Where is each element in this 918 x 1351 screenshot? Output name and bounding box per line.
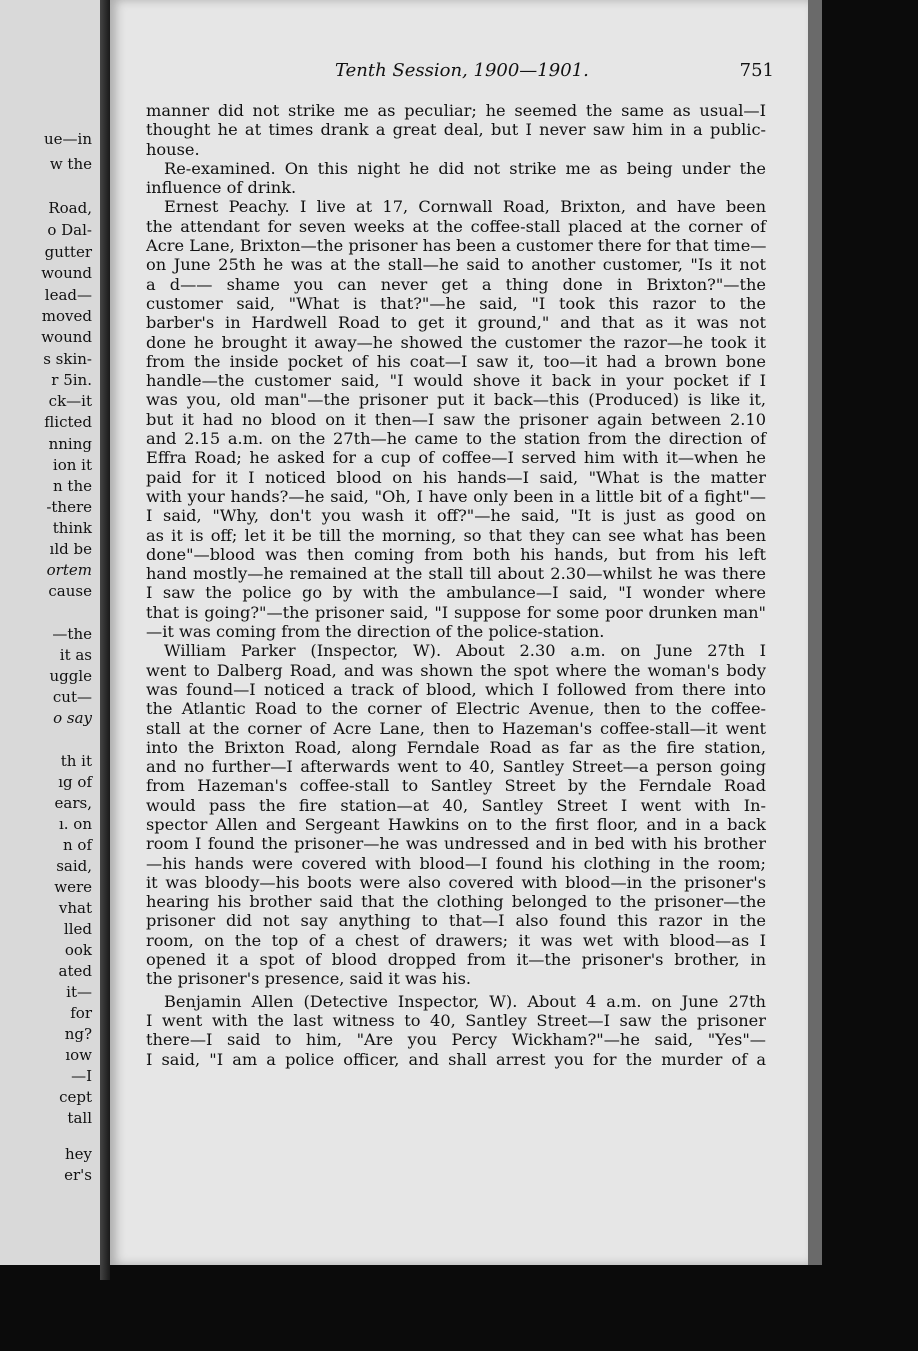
page-edge [808,0,822,1265]
left-page-line: think [52,519,92,537]
left-page-line: lead— [44,286,92,304]
left-page-line: were [54,878,92,896]
left-page-line: ı. on [58,815,92,833]
left-page-line: hey [64,1145,92,1163]
left-page-line: er's [64,1166,92,1184]
left-page-line: ue—in [44,130,92,148]
text-line: paid for it I noticed blood on his hands—I said, "What is the matter [146,467,766,487]
left-page-line: cut— [52,688,92,706]
text-line: Acre Lane, Brixton—the prisoner has been a customer there for that time— [146,236,767,256]
text-line: from Hazeman's coffee-stall to Santley Street by the Ferndale Road [146,776,766,796]
left-page-line: ng? [64,1025,92,1043]
left-page-line: it as [59,646,92,664]
left-page-line: ıow [65,1046,92,1064]
left-page-line: Road, [48,199,92,217]
left-facing-page [0,0,102,1265]
text-line: the Atlantic Road to the corner of Electric Avenue, then to the coffee- [146,699,766,719]
text-line: handle—the customer said, "I would shove it back in your pocket if I [146,371,766,391]
text-line: the attendant for seven weeks at the coffee-stall placed at the corner of [146,216,766,236]
text-line: done he brought it away—he showed the customer the razor—he took it [146,332,766,352]
text-line: Ernest Peachy. I live at 17, Cornwall Road, Brixton, and have been [164,197,766,217]
text-line: house. [146,139,200,159]
text-line: went to Dalberg Road, and was shown the spot where the woman's body [146,660,766,680]
left-page-line: wound [41,264,92,282]
left-page-line: lled [63,920,92,938]
left-page-line: —I [71,1067,92,1085]
text-line: it was bloody—his boots were also covered with blood—in the prisoner's [146,872,766,892]
left-page-line: o Dal- [47,221,92,239]
text-line: that is going?"—the prisoner said, "I suppose for some poor drunken man" [146,602,766,622]
text-line: room I found the prisoner—he was undressed and in bed with his brother [146,834,766,854]
text-line: spector Allen and Sergeant Hawkins on to the first floor, and in a back [146,814,766,834]
text-line: with your hands?—he said, "Oh, I have only been in a little bit of a fight"— [146,486,766,506]
text-line: the prisoner's presence, said it was his. [146,969,472,989]
text-line: as it is off; let it be till the morning, so that they can see what has been [146,525,766,545]
left-page-line: moved [41,307,92,325]
left-page-line: vhat [58,899,92,917]
running-title: Tenth Session, 1900—1901. [335,60,589,81]
text-line: I said, "Why, don't you wash it off?"—he said, "It is just as good on [146,506,766,526]
text-line: was you, old man"—the prisoner put it back—this (Produced) is like it, [146,390,766,410]
left-page-line: gutter [44,243,92,261]
left-page-line: ated [58,962,92,980]
left-page-line: wound [41,328,92,346]
left-page-line: —the [52,625,92,643]
left-page-line: s skin- [43,350,92,368]
left-page-line: ıg of [58,773,92,791]
text-line: into the Brixton Road, along Ferndale Road as far as the fire station, [146,737,766,757]
body-text [146,101,766,1069]
left-page-line: ion it [52,456,92,474]
text-line: —it was coming from the direction of the police-station. [146,622,605,642]
text-line: Re-examined. On this night he did not strike me as being under the [164,158,766,178]
page-number: 751 [739,60,774,81]
left-page-line: uggle [49,667,92,685]
left-page-line: r 5in. [51,371,92,389]
text-line: there—I said to him, "Are you Percy Wickham?"—he said, "Yes"— [146,1030,766,1050]
left-page-line: it— [66,983,92,1001]
text-line: from the inside pocket of his coat—I saw it, too—it had a brown bone [146,351,766,371]
text-line: room, on the top of a chest of drawers; it was wet with blood—as I [146,930,766,950]
left-page-line: ook [64,941,92,959]
text-line: stall at the corner of Acre Lane, then to Hazeman's coffee-stall—it went [146,718,766,738]
text-line: manner did not strike me as peculiar; he seemed the same as usual—I [146,101,766,120]
left-page-line: ortem [46,561,92,579]
text-line: thought he at times drank a great deal, but I never saw him in a public- [146,120,766,140]
left-page-line: flicted [44,413,92,431]
left-page-line: nning [48,435,92,453]
left-page-line: cept [59,1088,92,1106]
text-line: hand mostly—he remained at the stall till about 2.30—whilst he was there [146,564,766,584]
text-line: but it had no blood on it then—I saw the prisoner again between 2.10 [146,409,766,429]
text-line: I said, "I am a police officer, and shall arrest you for the murder of a [146,1049,766,1069]
left-page-line: o say [53,709,92,727]
text-line: and 2.15 a.m. on the 27th—he came to the station from the direction of [146,429,766,449]
text-line: I saw the police go by with the ambulance—I said, "I wonder where [146,583,766,603]
left-page-line: n of [62,836,92,854]
text-line: customer said, "What is that?"—he said, "I took this razor to the [146,293,766,313]
text-line: done"—blood was then coming from both his hands, but from his left [146,544,766,564]
main-page [110,0,808,1265]
text-line: would pass the fire station—at 40, Santley Street I went with In- [146,795,766,815]
text-line: was found—I noticed a track of blood, which I followed from there into [146,679,766,699]
text-line: —his hands were covered with blood—I found his clothing in the room; [146,853,766,873]
left-page-line: cause [48,582,92,600]
text-line: Benjamin Allen (Detective Inspector, W). About 4 a.m. on June 27th [164,991,766,1011]
text-line: Effra Road; he asked for a cup of coffee—I served him with it—when he [146,448,766,468]
left-page-line: w the [49,155,92,173]
left-page-line: ck—it [48,392,92,410]
left-page-line: ears, [54,794,92,812]
book-gutter [100,0,110,1280]
left-page-line: th it [60,752,92,770]
text-line: William Parker (Inspector, W). About 2.30 a.m. on June 27th I [164,641,766,661]
text-line: I went with the last witness to 40, Santley Street—I saw the prisoner [146,1010,766,1030]
text-line: on June 25th he was at the stall—he said to another customer, "Is it not [146,255,766,275]
text-line: a d—— shame you can never get a thing done in Brixton?"—the [146,274,766,294]
text-line: prisoner did not say anything to that—I also found this razor in the [146,911,766,931]
text-line: opened it a spot of blood dropped from it—the prisoner's brother, in [146,950,766,970]
left-page-line: tall [67,1109,92,1127]
text-line: barber's in Hardwell Road to get it ground," and that as it was not [146,313,766,333]
left-page-line: for [70,1004,92,1022]
left-page-line: ıld be [49,540,92,558]
left-page-line: n the [53,477,92,495]
left-page-line: -there [46,498,92,516]
page-header [110,60,808,86]
left-page-line: said, [56,857,92,875]
text-line: and no further—I afterwards went to 40, Santley Street—a person going [146,757,766,777]
text-line: influence of drink. [146,178,297,198]
text-line: hearing his brother said that the clothing belonged to the prisoner—the [146,892,766,912]
